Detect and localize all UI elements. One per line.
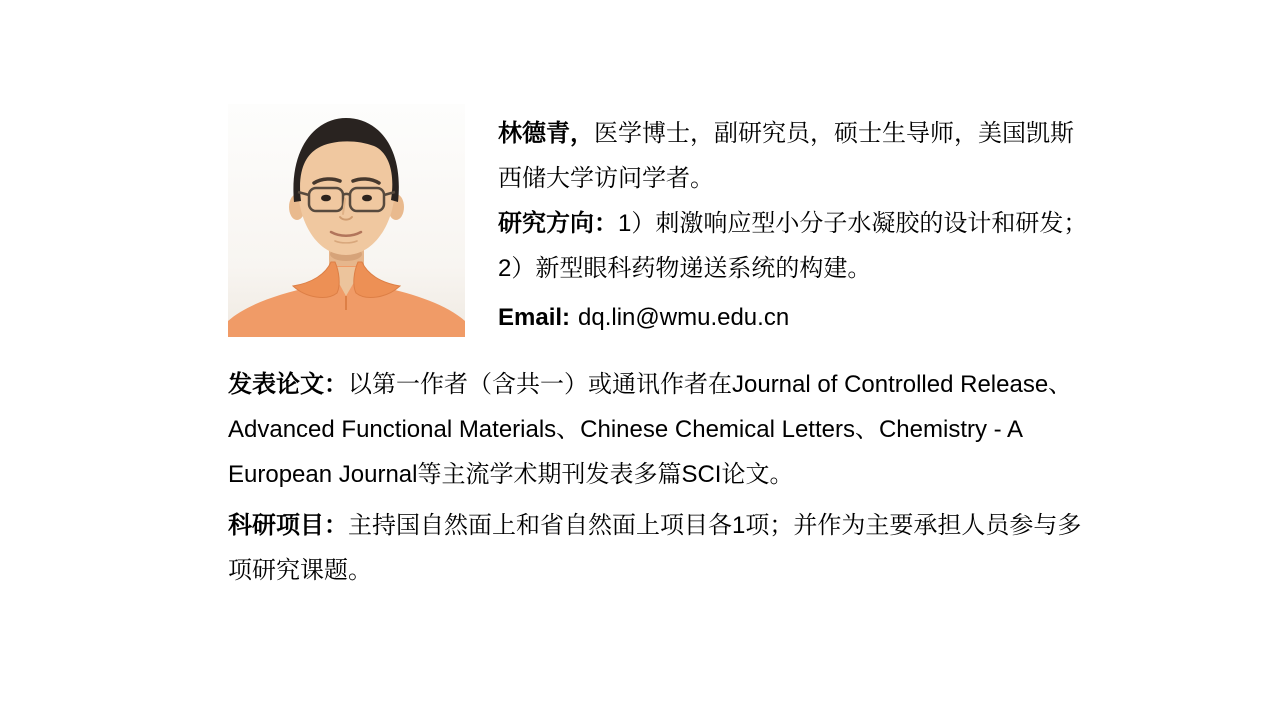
research-line-1 (498, 201, 1092, 246)
intro-line-1 (498, 111, 1092, 156)
research-line-2: 2）新型眼科药物递送系统的构建。 (498, 255, 872, 282)
publications-line-2: Advanced Functional Materials、Chinese Chemical Letters、Chemistry - A (228, 416, 1023, 443)
projects-line-2: 项研究课题。 (228, 557, 372, 584)
email-value: dq.lin@wmu.edu.cn (578, 304, 790, 331)
portrait-illustration (228, 104, 465, 337)
intro-line-2: 西储大学访问学者。 (498, 165, 714, 192)
profile-header (228, 104, 1092, 340)
publications-line-1 (228, 362, 1092, 407)
details-section (228, 362, 1092, 593)
intro-text-1: 医学博士，副研究员，硕士生导师，美国凯斯 (594, 120, 1074, 147)
projects-line-1 (228, 503, 1092, 548)
email-line (498, 295, 1092, 340)
research-text-1: 1）刺激响应型小分子水凝胶的设计和研发； (618, 210, 1088, 237)
publications-text-1: 以第一作者（含共一）或通讯作者在Journal of Controlled Release、 (348, 371, 1073, 398)
slide-content (228, 104, 1092, 593)
bio-section (498, 111, 1092, 340)
email-label: Email: (498, 304, 571, 331)
publications-line-3: European Journal等主流学术期刊发表多篇SCI论文。 (228, 461, 794, 488)
person-name: 林德青， (498, 120, 594, 147)
publications-label: 发表论文： (228, 371, 348, 398)
profile-photo (228, 104, 465, 337)
projects-text-1: 主持国自然面上和省自然面上项目各1项；并作为主要承担人员参与多 (348, 512, 1082, 539)
projects-label: 科研项目： (228, 512, 348, 539)
research-label: 研究方向： (498, 210, 618, 237)
